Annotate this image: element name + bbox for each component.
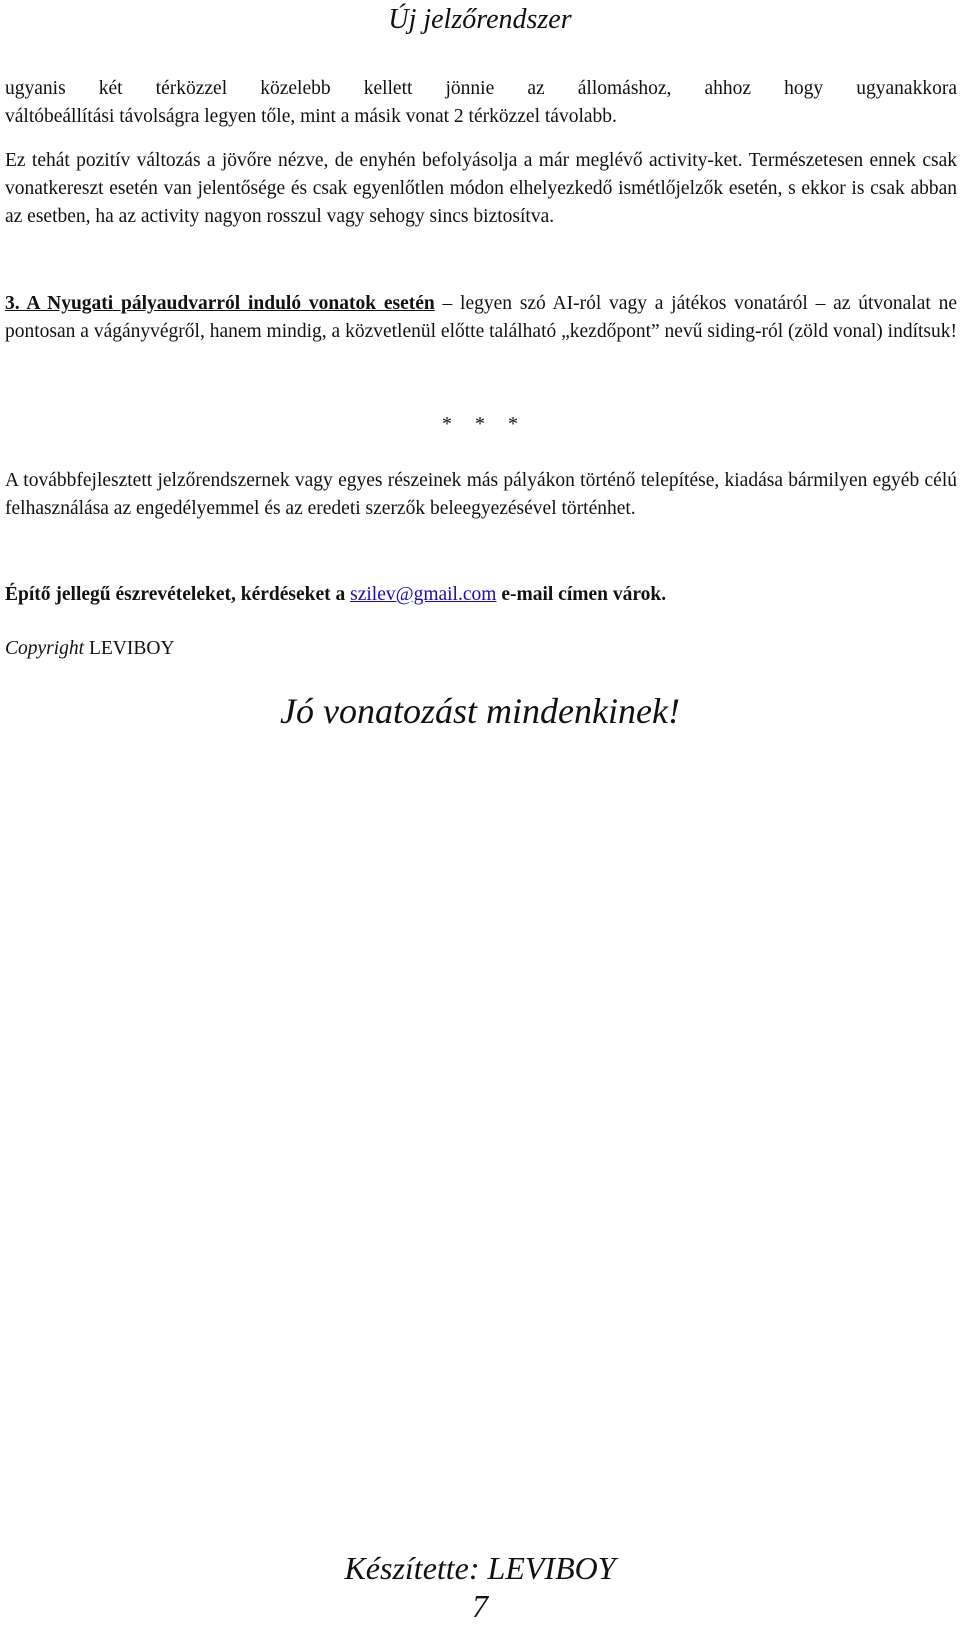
contact-text: e-mail címen várok.	[496, 584, 667, 605]
paragraph-text: – legyen szó AI-ról vagy a játékos vonatáról – az útvonalat ne pontosan a vágányvégről, hanem mindig, a közvetlenül előtte található „kezdőpont” nevű siding-ról (zöld vonal) indítsuk!	[5, 293, 957, 342]
section-separator: * * *	[442, 413, 518, 435]
paragraph-activity: Ez tehát pozitív változás a jövőre nézve, de enyhén befolyásolja a már meglévő activity-ket. Természetesen ennek csak vonatkereszt esetén van jelentősége és csak egyenlőtlen módon elhelyezkedő ismétlőjelzők esetén, s ekkor is csak abban az esetben, ha az activity nagyon rosszul vagy sehogy sincs biztosítva.	[5, 150, 957, 227]
section-heading: 3. A Nyugati pályaudvarról induló vonatok esetén	[5, 293, 435, 314]
paragraph-line: váltóbeállítási távolságra legyen tőle, mint a másik vonat 2 térközzel távolabb.	[5, 106, 617, 127]
paragraph-nyugati	[5, 290, 957, 346]
paragraph-continuation	[5, 75, 957, 131]
copyright-label: Copyright	[5, 638, 85, 659]
page-title: Új jelzőrendszer	[388, 4, 572, 35]
copyright-line	[5, 635, 957, 663]
email-link[interactable]: szilev@gmail.com	[350, 584, 497, 605]
closing-wish: Jó vonatozást mindenkinek!	[280, 691, 680, 731]
paragraph-contact	[5, 581, 957, 609]
paragraph-line: ugyanis két térközzel közelebb kellett jönnie az állomáshoz, ahhoz hogy ugyanakkora	[5, 78, 957, 99]
page-number: 7	[472, 1588, 488, 1624]
contact-text: Építő jellegű észrevételeket, kérdéseket a	[5, 584, 351, 605]
copyright-author: LEVIBOY	[84, 638, 175, 659]
footer-author: Készítette: LEVIBOY	[344, 1550, 616, 1586]
paragraph-license: A továbbfejlesztett jelzőrendszernek vagy egyes részeinek más pályákon történő telepítése, kiadása bármilyen egyéb célú felhasználása az engedélyemmel és az eredeti szerzők beleegyezésével történhet.	[5, 470, 957, 519]
